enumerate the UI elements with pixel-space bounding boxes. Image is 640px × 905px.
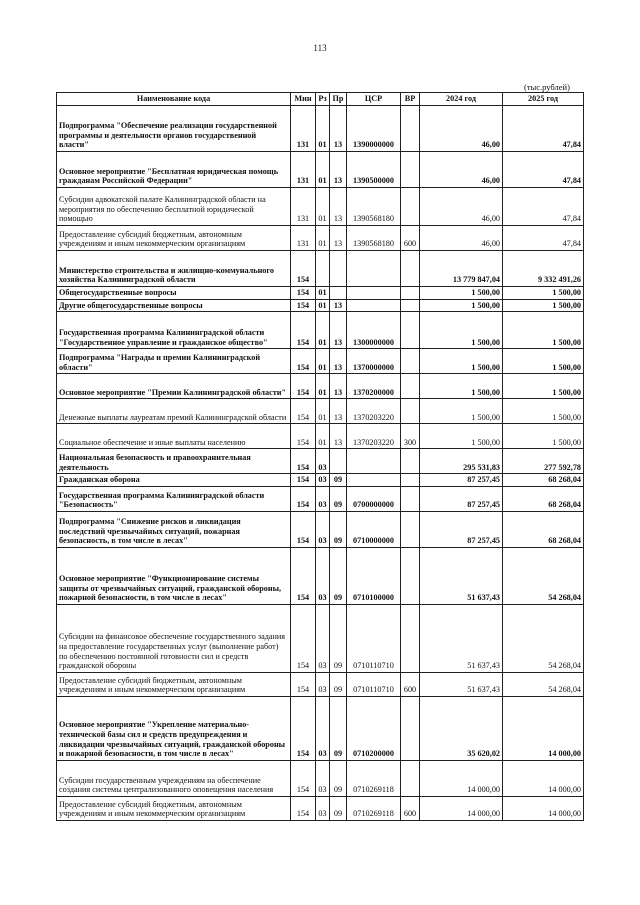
- row-name: Подпрограмма "Снижение рисков и ликвидация последствий чрезвычайных ситуаций, пожарная безопасность, в том числе в лесах": [57, 512, 291, 548]
- row-2025: 1 500,00: [503, 399, 584, 424]
- row-rz: 01: [316, 226, 330, 251]
- row-2025: 1 500,00: [503, 287, 584, 300]
- row-pr: 13: [330, 312, 347, 349]
- row-2024: 13 779 847,04: [420, 251, 503, 287]
- row-csr: [347, 251, 401, 287]
- row-pr: 13: [330, 226, 347, 251]
- row-name: Основное мероприятие "Функционирование системы защиты от чрезвычайных ситуаций, гражданской обороны, пожарной безопасности, в том числе в лесах": [57, 548, 291, 605]
- table-row: [57, 424, 584, 449]
- table-row: [57, 152, 584, 188]
- row-vr: [401, 512, 420, 548]
- row-csr: 1370203220: [347, 424, 401, 449]
- table-row: [57, 251, 584, 287]
- row-2024: 51 637,43: [420, 673, 503, 697]
- row-vr: [401, 299, 420, 312]
- row-rz: 01: [316, 374, 330, 399]
- row-pr: 09: [330, 474, 347, 487]
- row-vr: [401, 287, 420, 300]
- row-name: Подпрограмма "Награды и премии Калининградской области": [57, 349, 291, 374]
- row-2024: 14 000,00: [420, 761, 503, 797]
- row-name: Субсидии на финансовое обеспечение государственного задания на предоставление государственных услуг (выполнение работ) по обеспечению постоянной готовности сил и средств гражданской обороны: [57, 605, 291, 673]
- row-2024: 1 500,00: [420, 299, 503, 312]
- row-csr: 1390000000: [347, 106, 401, 152]
- table-row: [57, 512, 584, 548]
- row-vr: [401, 449, 420, 474]
- row-name: Подпрограмма "Обеспечение реализации государственной программы и деятельности органов государственной власти": [57, 106, 291, 152]
- row-pr: [330, 251, 347, 287]
- row-name: Национальная безопасность и правоохранительная деятельность: [57, 449, 291, 474]
- row-2024: 46,00: [420, 152, 503, 188]
- row-pr: 09: [330, 697, 347, 761]
- row-csr: 0710100000: [347, 548, 401, 605]
- table-row: [57, 106, 584, 152]
- row-2025: 1 500,00: [503, 349, 584, 374]
- row-csr: 0700000000: [347, 487, 401, 512]
- row-rz: 03: [316, 548, 330, 605]
- row-name: Государственная программа Калининградской области "Безопасность": [57, 487, 291, 512]
- row-csr: [347, 449, 401, 474]
- table-row: [57, 188, 584, 226]
- header-pr: Пр: [330, 93, 347, 106]
- row-pr: 13: [330, 399, 347, 424]
- row-min: 154: [291, 548, 316, 605]
- row-vr: [401, 487, 420, 512]
- row-rz: 01: [316, 106, 330, 152]
- row-name: Основное мероприятие "Укрепление материально-технической базы сил и средств предупреждения и ликвидации чрезвычайных ситуаций, гражданской обороны и пожарной безопасности, в том числе в лесах": [57, 697, 291, 761]
- row-vr: [401, 761, 420, 797]
- row-2024: 87 257,45: [420, 487, 503, 512]
- row-min: 154: [291, 251, 316, 287]
- row-csr: 1370200000: [347, 374, 401, 399]
- row-vr: [401, 548, 420, 605]
- row-min: 131: [291, 106, 316, 152]
- table-row: [57, 697, 584, 761]
- row-2025: 14 000,00: [503, 761, 584, 797]
- row-csr: 0710110710: [347, 673, 401, 697]
- row-min: 154: [291, 512, 316, 548]
- table-row: [57, 374, 584, 399]
- row-2024: 51 637,43: [420, 548, 503, 605]
- table-row: [57, 548, 584, 605]
- row-vr: [401, 697, 420, 761]
- row-rz: 03: [316, 697, 330, 761]
- row-vr: [401, 605, 420, 673]
- row-2024: 295 531,83: [420, 449, 503, 474]
- row-2025: 1 500,00: [503, 312, 584, 349]
- row-name: Основное мероприятие "Бесплатная юридическая помощь гражданам Российской Федерации": [57, 152, 291, 188]
- row-vr: [401, 374, 420, 399]
- row-vr: [401, 152, 420, 188]
- header-csr: ЦСР: [347, 93, 401, 106]
- row-min: 154: [291, 605, 316, 673]
- row-2025: 14 000,00: [503, 797, 584, 821]
- table-row: [57, 287, 584, 300]
- row-2025: 47,84: [503, 188, 584, 226]
- units-label: (тыс.рублей): [524, 82, 570, 92]
- row-rz: 03: [316, 449, 330, 474]
- table-row: [57, 605, 584, 673]
- row-csr: 0710269118: [347, 761, 401, 797]
- row-2025: 54 268,04: [503, 605, 584, 673]
- row-min: 154: [291, 449, 316, 474]
- row-name: Гражданская оборона: [57, 474, 291, 487]
- row-min: 154: [291, 474, 316, 487]
- row-pr: 09: [330, 548, 347, 605]
- row-csr: 1390568180: [347, 188, 401, 226]
- row-2025: 1 500,00: [503, 374, 584, 399]
- row-vr: [401, 349, 420, 374]
- page-number: 113: [313, 43, 327, 53]
- row-name: Субсидии адвокатской палате Калининградской области на мероприятия по обеспечению бесплатной юридической помощью: [57, 188, 291, 226]
- row-vr: [401, 106, 420, 152]
- row-csr: 1370000000: [347, 349, 401, 374]
- row-min: 131: [291, 226, 316, 251]
- row-csr: 0710200000: [347, 697, 401, 761]
- header-2024: 2024 год: [420, 93, 503, 106]
- row-pr: 13: [330, 374, 347, 399]
- row-rz: 01: [316, 312, 330, 349]
- row-vr: [401, 251, 420, 287]
- row-pr: 13: [330, 349, 347, 374]
- row-2024: 14 000,00: [420, 797, 503, 821]
- row-2025: 47,84: [503, 152, 584, 188]
- row-name: Общегосударственные вопросы: [57, 287, 291, 300]
- row-2024: 46,00: [420, 226, 503, 251]
- row-2025: 277 592,78: [503, 449, 584, 474]
- row-rz: 03: [316, 605, 330, 673]
- table-row: [57, 399, 584, 424]
- row-min: 154: [291, 761, 316, 797]
- row-csr: 0710110710: [347, 605, 401, 673]
- row-2024: 46,00: [420, 188, 503, 226]
- header-min: Мин: [291, 93, 316, 106]
- row-pr: 09: [330, 512, 347, 548]
- row-pr: 13: [330, 188, 347, 226]
- row-2025: 68 268,04: [503, 474, 584, 487]
- row-vr: [401, 474, 420, 487]
- row-csr: 0710000000: [347, 512, 401, 548]
- header-rz: Рз: [316, 93, 330, 106]
- row-name: Государственная программа Калининградской области "Государственное управление и гражданское общество": [57, 312, 291, 349]
- row-2025: 68 268,04: [503, 487, 584, 512]
- row-pr: 09: [330, 797, 347, 821]
- table-row: [57, 299, 584, 312]
- row-rz: 01: [316, 152, 330, 188]
- row-min: 154: [291, 399, 316, 424]
- row-pr: 13: [330, 106, 347, 152]
- row-rz: 03: [316, 487, 330, 512]
- table-row: [57, 673, 584, 697]
- row-pr: 13: [330, 299, 347, 312]
- row-min: 131: [291, 188, 316, 226]
- row-2024: 1 500,00: [420, 312, 503, 349]
- row-min: 154: [291, 424, 316, 449]
- row-2024: 35 620,02: [420, 697, 503, 761]
- row-name: Предоставление субсидий бюджетным, автономным учреждениям и иным некоммерческим организациям: [57, 797, 291, 821]
- table-row: [57, 312, 584, 349]
- row-vr: [401, 312, 420, 349]
- budget-table: [56, 92, 584, 821]
- row-min: 154: [291, 287, 316, 300]
- row-name: Денежные выплаты лауреатам премий Калининградской области: [57, 399, 291, 424]
- header-name: Наименование кода: [57, 93, 291, 106]
- row-vr: 600: [401, 673, 420, 697]
- row-name: Предоставление субсидий бюджетным, автономным учреждениям и иным некоммерческим организациям: [57, 226, 291, 251]
- row-2025: 9 332 491,26: [503, 251, 584, 287]
- row-csr: [347, 287, 401, 300]
- row-min: 154: [291, 312, 316, 349]
- table-header-row: [57, 93, 584, 106]
- row-min: 154: [291, 673, 316, 697]
- row-2024: 1 500,00: [420, 399, 503, 424]
- row-2024: 51 637,43: [420, 605, 503, 673]
- row-2025: 54 268,04: [503, 673, 584, 697]
- row-pr: 09: [330, 673, 347, 697]
- row-2024: 87 257,45: [420, 512, 503, 548]
- row-2024: 1 500,00: [420, 424, 503, 449]
- row-rz: 03: [316, 761, 330, 797]
- table-row: [57, 449, 584, 474]
- row-2024: 46,00: [420, 106, 503, 152]
- row-pr: 13: [330, 424, 347, 449]
- row-rz: 01: [316, 424, 330, 449]
- row-min: 131: [291, 152, 316, 188]
- row-vr: [401, 188, 420, 226]
- row-min: 154: [291, 797, 316, 821]
- row-min: 154: [291, 349, 316, 374]
- row-2025: 1 500,00: [503, 424, 584, 449]
- row-csr: [347, 474, 401, 487]
- row-2025: 1 500,00: [503, 299, 584, 312]
- row-rz: 03: [316, 512, 330, 548]
- table-row: [57, 226, 584, 251]
- row-2024: 1 500,00: [420, 349, 503, 374]
- row-min: 154: [291, 487, 316, 512]
- row-min: 154: [291, 374, 316, 399]
- table-row: [57, 761, 584, 797]
- row-2025: 68 268,04: [503, 512, 584, 548]
- header-2025: 2025 год: [503, 93, 584, 106]
- row-name: Социальное обеспечение и иные выплаты населению: [57, 424, 291, 449]
- row-2025: 54 268,04: [503, 548, 584, 605]
- row-csr: 1390568180: [347, 226, 401, 251]
- row-rz: 01: [316, 287, 330, 300]
- row-vr: 600: [401, 226, 420, 251]
- row-name: Субсидии государственным учреждениям на обеспечение создания системы централизованного оповещения населения: [57, 761, 291, 797]
- row-csr: 1390500000: [347, 152, 401, 188]
- table-row: [57, 474, 584, 487]
- row-rz: 03: [316, 797, 330, 821]
- row-2025: 14 000,00: [503, 697, 584, 761]
- table-row: [57, 797, 584, 821]
- table-row: [57, 349, 584, 374]
- row-name: Предоставление субсидий бюджетным, автономным учреждениям и иным некоммерческим организациям: [57, 673, 291, 697]
- row-rz: 03: [316, 474, 330, 487]
- row-name: Министерство строительства и жилищно-коммунального хозяйства Калининградской области: [57, 251, 291, 287]
- row-2025: 47,84: [503, 106, 584, 152]
- row-pr: [330, 287, 347, 300]
- row-2024: 87 257,45: [420, 474, 503, 487]
- row-csr: 1370203220: [347, 399, 401, 424]
- row-rz: 01: [316, 299, 330, 312]
- row-pr: 09: [330, 761, 347, 797]
- row-pr: [330, 449, 347, 474]
- row-name: Основное мероприятие "Премии Калининградской области": [57, 374, 291, 399]
- row-rz: [316, 251, 330, 287]
- row-2024: 1 500,00: [420, 374, 503, 399]
- header-vr: ВР: [401, 93, 420, 106]
- row-rz: 01: [316, 188, 330, 226]
- row-pr: 09: [330, 605, 347, 673]
- row-rz: 03: [316, 673, 330, 697]
- row-csr: [347, 299, 401, 312]
- row-vr: 600: [401, 797, 420, 821]
- row-vr: [401, 399, 420, 424]
- row-min: 154: [291, 299, 316, 312]
- row-csr: 1300000000: [347, 312, 401, 349]
- row-rz: 01: [316, 349, 330, 374]
- row-csr: 0710269118: [347, 797, 401, 821]
- row-name: Другие общегосударственные вопросы: [57, 299, 291, 312]
- row-2024: 1 500,00: [420, 287, 503, 300]
- row-2025: 47,84: [503, 226, 584, 251]
- row-rz: 01: [316, 399, 330, 424]
- row-pr: 09: [330, 487, 347, 512]
- table-row: [57, 487, 584, 512]
- row-pr: 13: [330, 152, 347, 188]
- row-vr: 300: [401, 424, 420, 449]
- row-min: 154: [291, 697, 316, 761]
